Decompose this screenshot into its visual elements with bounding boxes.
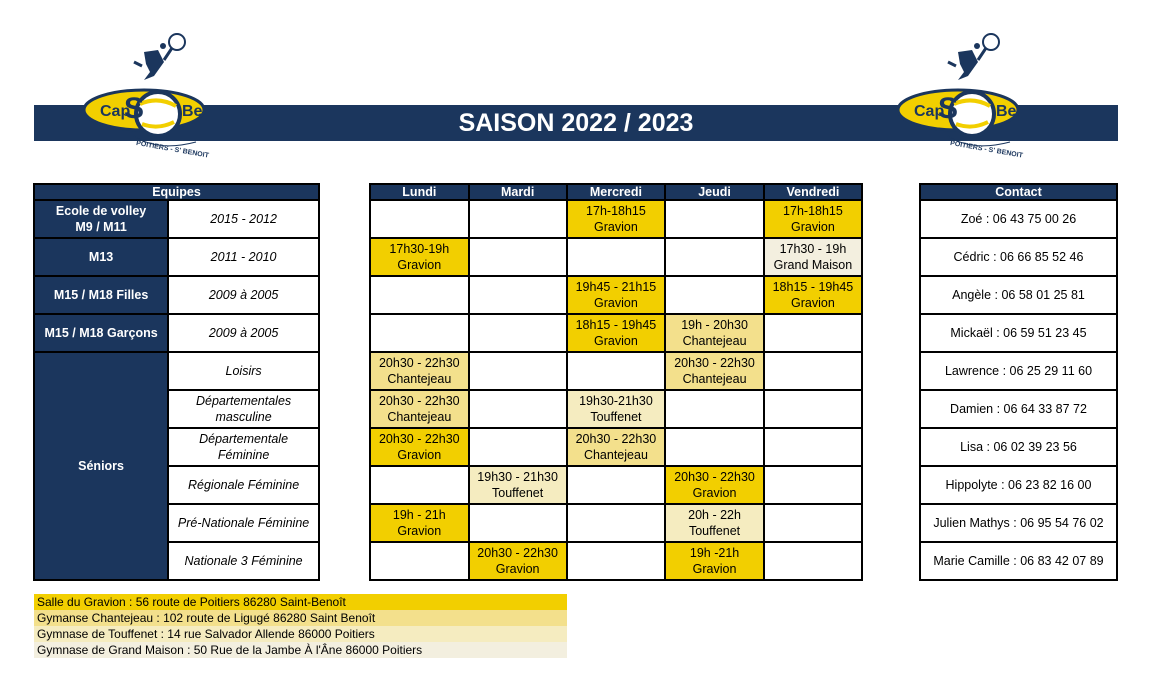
club-logo-right <box>898 32 1048 162</box>
team-years: Départementale Féminine <box>168 428 319 466</box>
svg-text:S: S <box>124 92 145 125</box>
team-years: 2015 - 2012 <box>168 200 319 238</box>
schedule-empty-slot <box>764 542 862 580</box>
schedule-table <box>369 183 863 581</box>
team-row <box>34 276 319 314</box>
schedule-slot: 20h30 - 22h30 Chantejeau <box>370 352 469 390</box>
schedule-empty-slot <box>370 314 469 352</box>
schedule-slot: 19h30-21h30 Touffenet <box>567 390 666 428</box>
schedule-row <box>370 504 862 542</box>
schedule-slot: 20h30 - 22h30 Chantejeau <box>567 428 666 466</box>
contact-row <box>920 314 1117 352</box>
contact-entry: Marie Camille : 06 83 42 07 89 <box>920 542 1117 580</box>
schedule-empty-slot <box>764 428 862 466</box>
team-years: Pré-Nationale Féminine <box>168 504 319 542</box>
day-header: Mardi <box>469 184 567 200</box>
schedule-slot: 20h - 22h Touffenet <box>665 504 764 542</box>
legend-touffenet: Gymnase de Touffenet : 14 rue Salvador Allende 86000 Poitiers <box>34 626 567 642</box>
svg-text:Be: Be <box>996 103 1017 120</box>
schedule-slot: 19h45 - 21h15 Gravion <box>567 276 666 314</box>
schedule-row <box>370 238 862 276</box>
legend-chantejeau: Gymanse Chantejeau : 102 route de Ligugé 86280 Saint Benoît <box>34 610 567 626</box>
contact-entry: Cédric : 06 66 85 52 46 <box>920 238 1117 276</box>
team-category: M15 / M18 Filles <box>34 276 168 314</box>
teams-header: Equipes <box>34 184 319 200</box>
contact-entry: Julien Mathys : 06 95 54 76 02 <box>920 504 1117 542</box>
page-title: SAISON 2022 / 2023 <box>458 109 694 137</box>
team-years: Départementales masculine <box>168 390 319 428</box>
schedule-slot: 20h30 - 22h30 Gravion <box>665 466 764 504</box>
contact-entry: Damien : 06 64 33 87 72 <box>920 390 1117 428</box>
schedule-slot: 18h15 - 19h45 Gravion <box>764 276 862 314</box>
schedule-row <box>370 276 862 314</box>
team-row <box>34 200 319 238</box>
legend-gravion: Salle du Gravion : 56 route de Poitiers 86280 Saint-Benoît <box>34 594 567 610</box>
contact-entry: Lisa : 06 02 39 23 56 <box>920 428 1117 466</box>
contact-row <box>920 200 1117 238</box>
schedule-empty-slot <box>665 238 764 276</box>
team-category: Ecole de volley M9 / M11 <box>34 200 168 238</box>
volleyball-player-icon <box>948 34 999 80</box>
team-years: Loisirs <box>168 352 319 390</box>
team-years: Régionale Féminine <box>168 466 319 504</box>
schedule-empty-slot <box>370 276 469 314</box>
schedule-row <box>370 314 862 352</box>
schedule-empty-slot <box>665 276 764 314</box>
schedule-slot: 20h30 - 22h30 Chantejeau <box>370 390 469 428</box>
svg-text:S: S <box>938 92 959 125</box>
club-logo-left <box>84 32 234 162</box>
schedule-empty-slot <box>370 466 469 504</box>
schedule-slot: 20h30 - 22h30 Chantejeau <box>665 352 764 390</box>
team-category: Séniors <box>34 352 168 580</box>
schedule-slot: 18h15 - 19h45 Gravion <box>567 314 666 352</box>
schedule-empty-slot <box>370 542 469 580</box>
schedule-slot: 20h30 - 22h30 Gravion <box>370 428 469 466</box>
contact-row <box>920 542 1117 580</box>
svg-text:POITIERS - S' BENOIT: POITIERS - S' BENOIT <box>949 139 1024 160</box>
schedule-empty-slot <box>567 238 666 276</box>
schedule-empty-slot <box>764 466 862 504</box>
schedule-empty-slot <box>567 504 666 542</box>
schedule-slot: 17h-18h15 Gravion <box>567 200 666 238</box>
svg-text:Be: Be <box>182 103 203 120</box>
contact-entry: Lawrence : 06 25 29 11 60 <box>920 352 1117 390</box>
contact-row <box>920 466 1117 504</box>
schedule-empty-slot <box>764 504 862 542</box>
team-row <box>34 238 319 276</box>
schedule-row <box>370 390 862 428</box>
schedule-empty-slot <box>469 200 567 238</box>
contact-entry: Mickaël : 06 59 51 23 45 <box>920 314 1117 352</box>
day-header: Vendredi <box>764 184 862 200</box>
schedule-empty-slot <box>567 466 666 504</box>
svg-text:Cap: Cap <box>914 103 945 120</box>
schedule-empty-slot <box>469 238 567 276</box>
team-category: M13 <box>34 238 168 276</box>
schedule-slot: 19h - 20h30 Chantejeau <box>665 314 764 352</box>
day-header: Jeudi <box>665 184 764 200</box>
teams-table <box>33 183 320 581</box>
schedule-empty-slot <box>764 390 862 428</box>
svg-text:Cap: Cap <box>100 103 131 120</box>
contact-row <box>920 276 1117 314</box>
contact-entry: Zoé : 06 43 75 00 26 <box>920 200 1117 238</box>
contact-row <box>920 352 1117 390</box>
svg-text:POITIERS - S' BENOIT: POITIERS - S' BENOIT <box>135 139 210 160</box>
venue-legend <box>34 594 567 658</box>
schedule-row <box>370 200 862 238</box>
schedule-empty-slot <box>567 542 666 580</box>
schedule-slot: 17h-18h15 Gravion <box>764 200 862 238</box>
team-years: 2009 à 2005 <box>168 276 319 314</box>
schedule-empty-slot <box>665 390 764 428</box>
schedule-slot: 20h30 - 22h30 Gravion <box>469 542 567 580</box>
schedule-slot: 17h30 - 19h Grand Maison <box>764 238 862 276</box>
contact-row <box>920 390 1117 428</box>
contact-entry: Hippolyte : 06 23 82 16 00 <box>920 466 1117 504</box>
contact-row <box>920 504 1117 542</box>
team-years: Nationale 3 Féminine <box>168 542 319 580</box>
team-row <box>34 352 319 390</box>
legend-grand-maison: Gymnase de Grand Maison : 50 Rue de la Jambe À l'Âne 86000 Poitiers <box>34 642 567 658</box>
schedule-row <box>370 352 862 390</box>
team-years: 2009 à 2005 <box>168 314 319 352</box>
schedule-empty-slot <box>469 428 567 466</box>
schedule-empty-slot <box>567 352 666 390</box>
schedule-empty-slot <box>469 352 567 390</box>
day-header: Mercredi <box>567 184 666 200</box>
schedule-empty-slot <box>665 200 764 238</box>
contact-row <box>920 238 1117 276</box>
schedule-empty-slot <box>469 504 567 542</box>
schedule-row <box>370 466 862 504</box>
team-row <box>34 314 319 352</box>
schedule-row <box>370 428 862 466</box>
schedule-slot: 19h -21h Gravion <box>665 542 764 580</box>
contact-table <box>919 183 1118 581</box>
schedule-slot: 19h30 - 21h30 Touffenet <box>469 466 567 504</box>
schedule-slot: 19h - 21h Gravion <box>370 504 469 542</box>
contact-row <box>920 428 1117 466</box>
team-category: M15 / M18 Garçons <box>34 314 168 352</box>
schedule-empty-slot <box>665 428 764 466</box>
contact-entry: Angèle : 06 58 01 25 81 <box>920 276 1117 314</box>
volleyball-player-icon <box>134 34 185 80</box>
team-years: 2011 - 2010 <box>168 238 319 276</box>
schedule-empty-slot <box>764 352 862 390</box>
schedule-empty-slot <box>469 390 567 428</box>
schedule-slot: 17h30-19h Gravion <box>370 238 469 276</box>
schedule-empty-slot <box>469 276 567 314</box>
schedule-empty-slot <box>370 200 469 238</box>
day-header: Lundi <box>370 184 469 200</box>
schedule-empty-slot <box>469 314 567 352</box>
schedule-row <box>370 542 862 580</box>
schedule-empty-slot <box>764 314 862 352</box>
contact-header: Contact <box>920 184 1117 200</box>
